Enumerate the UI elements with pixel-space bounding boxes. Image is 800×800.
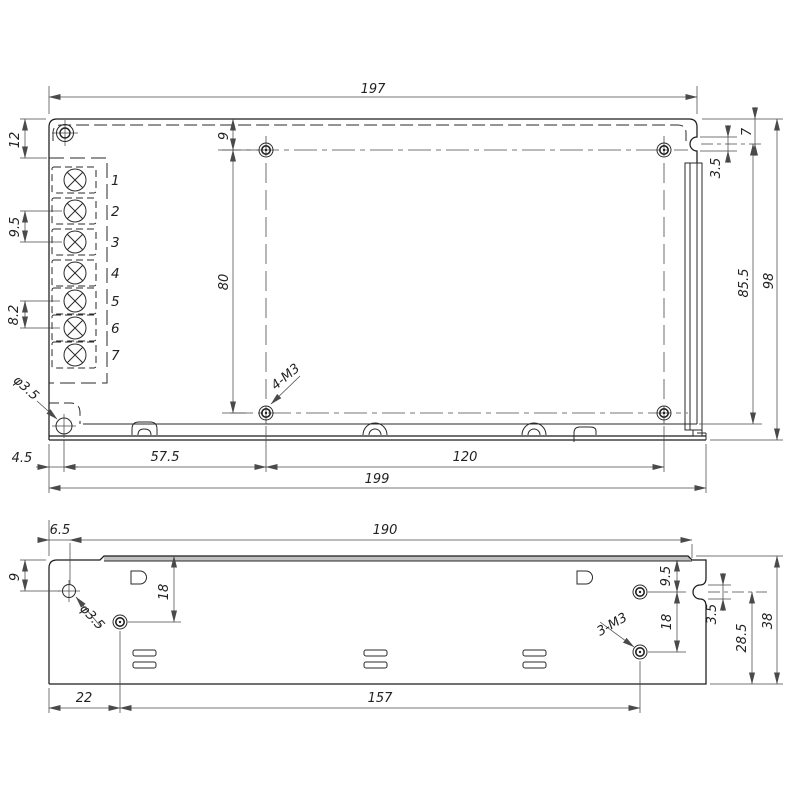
m3-hole: [113, 615, 127, 629]
dim-8-2: [7, 301, 25, 328]
terminal-screws: [64, 169, 86, 366]
m3-hole: [633, 645, 647, 659]
dim-height-total-side: 38: [761, 612, 776, 630]
dim-overall-width-bottom: 199: [364, 472, 390, 487]
dim-57-5: [64, 450, 266, 467]
dim-38: [761, 556, 777, 684]
dim-terminal-pitch-a: 9.5: [8, 216, 23, 238]
dim-edge-left-side: 6.5: [49, 523, 71, 538]
dim-height-inner-side: 28.5: [735, 623, 750, 653]
m3-hole: [259, 143, 273, 157]
dim-98: [762, 119, 777, 440]
dim-9-side: [8, 560, 25, 591]
terminal-block: [49, 158, 120, 383]
side-bracket-bar: [685, 163, 702, 436]
dim-step-left: 12: [8, 131, 23, 149]
terminal-labels: [111, 173, 120, 364]
dim-edge-left: 4.5: [11, 451, 33, 466]
dim-hole-pitch-right: 18: [660, 613, 675, 631]
dim-notch-dia-top: 3.5: [709, 157, 724, 179]
note-thread-side: 3-M3: [594, 610, 631, 640]
dim-span-a: 57.5: [150, 450, 180, 465]
dim-28-5: [735, 592, 752, 684]
dim-3-5-top: [709, 125, 728, 178]
note-phi35-side: [76, 597, 107, 633]
dim-terminal-pitch-b: 8.2: [7, 304, 22, 326]
d-hole: [131, 571, 147, 584]
mounting-holes-side: [58, 580, 647, 659]
dim-notch-inset-side: 9.5: [659, 565, 674, 587]
dim-6-5: [38, 523, 81, 540]
dim-span-b-side: 157: [367, 691, 393, 706]
side-view: [8, 520, 783, 713]
dim-197: [49, 82, 697, 97]
note-thread-top: 4-M3: [268, 361, 304, 394]
dim-hole-pitch-left: 18: [157, 583, 172, 601]
dim-height-inner: 85.5: [737, 268, 752, 298]
note-4-m3: [268, 361, 303, 404]
dim-notch-inset-top: 7: [740, 127, 755, 137]
m3-hole: [657, 143, 671, 157]
terminal-label: 7: [111, 348, 120, 364]
dim-notch-dia-side: 3.5: [705, 603, 720, 625]
dim-80: [217, 150, 233, 413]
terminal-label: 5: [111, 294, 120, 310]
mounting-holes-top: [52, 120, 671, 438]
top-view: [7, 82, 783, 493]
dim-height-total: 98: [762, 272, 777, 290]
dim-18-left: [157, 556, 174, 622]
note-3-m3: [594, 610, 634, 647]
note-hole-dia-side: φ3.5: [76, 601, 108, 634]
dim-18-right: [660, 592, 677, 652]
note-flange-hole-dia: φ3.5: [9, 373, 42, 404]
terminal-label: 3: [111, 235, 120, 251]
dim-85-5: [737, 144, 753, 424]
dim-9-5-right: [659, 560, 677, 592]
dim-190: [70, 523, 692, 540]
terminal-label: 1: [111, 173, 120, 189]
m3-hole: [657, 406, 671, 420]
corner-hole: [52, 120, 78, 146]
m3-hole: [633, 585, 647, 599]
dim-199: [49, 472, 706, 488]
dim-width-top-side: 190: [372, 523, 398, 538]
dim-overall-width-top: 197: [360, 82, 386, 97]
plain-hole: [58, 580, 80, 602]
d-hole: [577, 571, 593, 584]
note-phi35-top: [10, 373, 57, 419]
dim-hole-span-y: 80: [217, 273, 232, 291]
dim-9-5: [8, 211, 25, 242]
dim-4-5: [12, 451, 78, 467]
dim-hole-inset-y: 9: [217, 131, 232, 141]
dim-157: [120, 691, 640, 708]
dim-120: [266, 450, 664, 467]
m3-hole: [259, 406, 273, 420]
enclosure-outline-top: [49, 119, 706, 442]
terminal-cells: [52, 167, 96, 368]
extension-lines-top: [20, 86, 783, 493]
dim-22: [49, 691, 120, 708]
terminal-label: 2: [111, 204, 120, 220]
dim-12: [8, 119, 25, 158]
dim-hole-inset-y-side: 9: [8, 572, 23, 582]
terminal-label: 6: [111, 321, 120, 337]
terminal-label: 4: [111, 266, 120, 282]
dim-span-a-side: 22: [75, 691, 93, 706]
dim-span-b: 120: [452, 450, 478, 465]
dim-9-top: [217, 119, 233, 150]
vent-slots: [133, 650, 546, 668]
